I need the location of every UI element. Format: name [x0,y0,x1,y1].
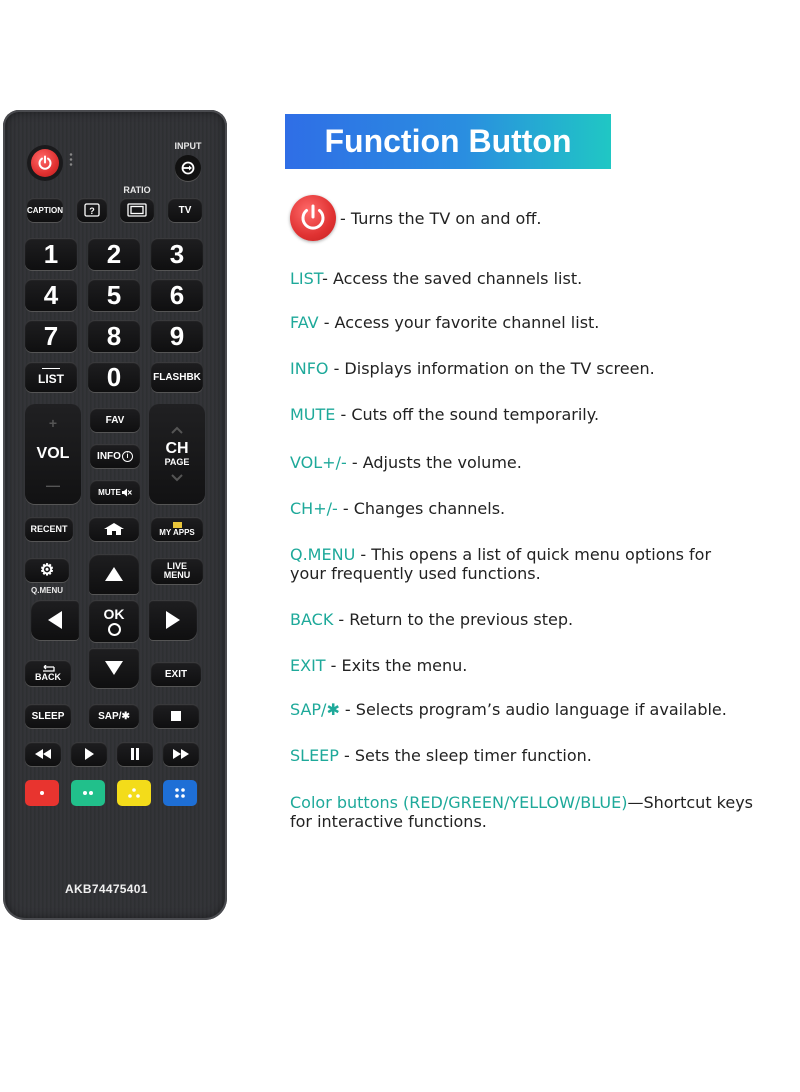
info-description [290,359,655,378]
exit-text: - Exits the menu. [325,656,468,675]
vol-key: VOL+/- [290,453,347,472]
mute-key: MUTE [290,405,336,424]
number-button-2[interactable]: 2 [88,238,140,270]
back-key: BACK [290,610,334,629]
mute-button[interactable] [90,480,140,504]
mute-text: - Cuts off the sound temporarily. [335,405,600,424]
remote-control [3,110,227,920]
tv-button[interactable]: TV [168,198,202,222]
play-button[interactable] [71,742,107,766]
qmenu-text-2: your frequently used functions. [290,564,541,583]
down-button[interactable] [89,648,139,688]
green-button[interactable] [71,780,105,806]
exit-description [290,656,467,675]
live-menu-button[interactable] [151,558,203,584]
color-buttons-description [290,793,753,831]
exit-button[interactable]: EXIT [151,662,201,686]
fast-forward-icon [172,749,190,759]
right-button[interactable] [149,600,197,640]
red-dot-icon [40,791,44,795]
rewind-button[interactable] [25,742,61,766]
arrow-right-icon [165,610,181,630]
color-buttons-key: Color buttons (RED/GREEN/YELLOW/BLUE) [290,793,628,812]
volume-rocker[interactable] [25,404,81,504]
model-number: AKB74475401 [65,882,148,896]
arrow-down-icon [104,660,124,676]
volume-down-icon: — [46,477,60,493]
fav-key: FAV [290,313,319,332]
play-icon [84,748,94,760]
list-icon [42,368,60,371]
page-label: PAGE [164,457,190,467]
qmenu-text-1: - This opens a list of quick menu options for [355,545,712,564]
number-button-3[interactable]: 3 [151,238,203,270]
qmenu-key: Q.MENU [290,545,356,564]
recent-button[interactable]: RECENT [25,517,73,541]
channel-up-icon [170,425,184,435]
input-button[interactable] [175,155,201,181]
sleep-text: - Sets the sleep timer function. [338,746,592,765]
power-icon [290,195,336,241]
live-label: LIVE [166,561,187,571]
page-title: Function Button [324,123,572,159]
channel-rocker[interactable] [149,404,205,504]
sap-description [290,700,727,719]
fav-description [290,313,599,332]
number-button-8[interactable]: 8 [88,320,140,352]
sap-button[interactable]: SAP/✱ [89,704,139,728]
my-apps-label: MY APPS [159,527,195,537]
color-buttons-text-2: for interactive functions. [290,812,487,831]
red-button[interactable] [25,780,59,806]
number-button-6[interactable]: 6 [151,279,203,311]
number-button-0[interactable]: 0 [88,362,140,392]
info-key: INFO [290,359,329,378]
fav-text: - Access your favorite channel list. [318,313,600,332]
caption-button[interactable]: CAPTION [27,198,63,222]
info-button[interactable] [90,444,140,468]
number-button-7[interactable]: 7 [25,320,77,352]
blue-button[interactable] [163,780,197,806]
number-button-5[interactable]: 5 [88,279,140,311]
help-button[interactable] [77,198,107,222]
yellow-button[interactable] [117,780,151,806]
exit-key: EXIT [290,656,326,675]
blue-dots-icon [174,787,186,799]
up-button[interactable] [89,554,139,594]
qmenu-description [290,545,711,583]
power-description: - Turns the TV on and off. [340,209,542,228]
channel-down-icon [170,473,184,483]
ok-label: OK [103,605,125,622]
mute-icon [122,488,132,497]
gear-icon: ⚙ [39,562,55,579]
home-icon [103,522,125,536]
volume-up-icon: + [48,415,58,431]
list-description [290,269,582,288]
back-label: BACK [35,671,61,682]
sleep-button[interactable]: SLEEP [25,704,71,728]
channel-label: CH [165,440,189,457]
list-text: - Access the saved channels list. [322,269,583,288]
pause-button[interactable] [117,742,153,766]
input-icon [181,161,195,175]
rewind-icon [34,749,52,759]
back-text: - Return to the previous step. [333,610,574,629]
ok-button[interactable] [89,600,139,642]
power-icon [37,155,53,171]
back-description [290,610,573,629]
info-text: - Displays information on the TV screen. [328,359,655,378]
settings-button[interactable] [25,558,69,582]
stop-button[interactable] [153,704,199,728]
sleep-description [290,746,592,765]
title-banner [285,114,611,169]
vol-description [290,453,522,472]
power-button[interactable] [27,145,63,181]
arrow-up-icon [104,566,124,582]
sap-key: SAP/✱ [290,700,340,719]
ok-dot-icon [108,623,121,636]
ratio-label: RATIO [123,185,151,195]
info-icon: i [122,451,133,462]
home-button[interactable] [89,517,139,541]
ratio-button[interactable] [120,198,154,222]
back-button[interactable] [25,660,71,686]
qmenu-label: Q.MENU [31,586,63,595]
list-button[interactable] [25,362,77,392]
fast-forward-button[interactable] [163,742,199,766]
indicator-dots [69,152,73,166]
ratio-icon [127,203,147,217]
sleep-key: SLEEP [290,746,339,765]
ch-text: - Changes channels. [337,499,506,518]
left-button[interactable] [31,600,79,640]
volume-label: VOL [36,445,70,462]
stop-icon [171,711,181,721]
input-label: INPUT [174,141,202,151]
list-key: LIST [290,269,323,288]
my-apps-button[interactable] [151,517,203,541]
mute-button-label: MUTE [98,487,121,497]
svg-text:?: ? [89,206,95,216]
green-dots-icon [83,791,87,795]
power-icon-large [290,195,336,241]
mute-description [290,405,599,424]
arrow-left-icon [47,610,63,630]
number-button-4[interactable]: 4 [25,279,77,311]
vol-text: - Adjusts the volume. [346,453,522,472]
number-button-9[interactable]: 9 [151,320,203,352]
menu-label: MENU [163,570,191,580]
fav-button[interactable]: FAV [90,408,140,432]
number-button-1[interactable]: 1 [25,238,77,270]
list-button-label: LIST [38,372,64,386]
info-button-label: INFO [97,450,121,462]
yellow-dots-icon [128,788,140,798]
help-icon [84,203,100,217]
color-buttons-text-1: —Shortcut keys [627,793,754,812]
flashbk-button[interactable]: FLASHBK [151,362,203,392]
sap-text: - Selects program’s audio language if available. [339,700,727,719]
pause-icon [130,748,140,760]
ch-description [290,499,505,518]
ch-key: CH+/- [290,499,338,518]
